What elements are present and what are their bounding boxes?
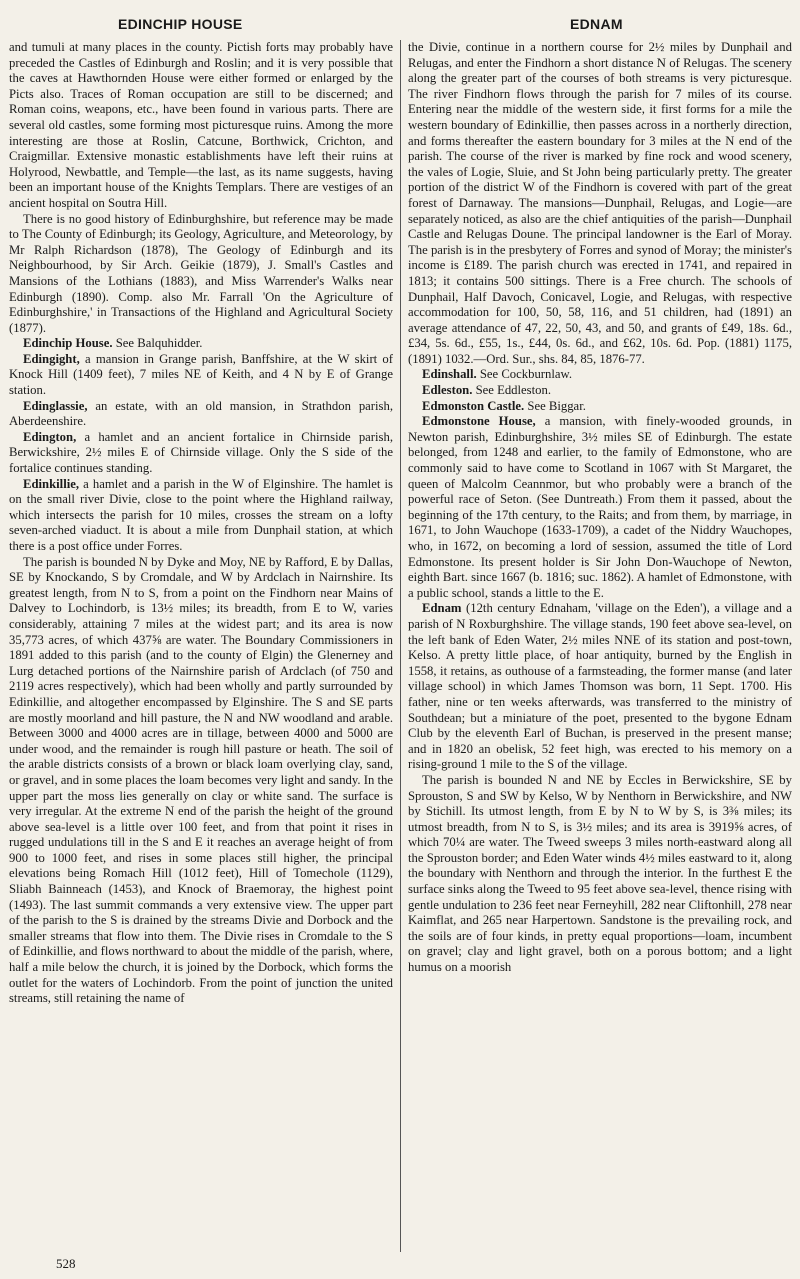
paragraph: The parish is bounded N by Dyke and Moy, NE by Rafford, E by Dallas, SE by Knockando, S by Cromdale, and W by Ardclach in Nairnshire. Its greatest length, from N to S, from a point on the Findhorn near Mains of Dalvey to Lochindorb, is 13½ miles; its breadth, from E to W, varies considerably, attaining 7 miles at the widest part; and its area is now 35,773 acres, of which 437⅝ are water. The Boundary Commissioners in 1891 added to this parish (and to the county of Elgin) the Glenerney and Lurg detached portions of the Nairnshire parish of Ardclach (of 750 and 2119 acres respectively), which had been wholly and partly surrounded by Edinkillie, and altogether encompassed by Elginshire. The S and SE parts are mostly moorland and hill pasture, the N and NW woodland and arable. Between 3000 and 4000 acres are in tillage, between 4000 and 5000 are under wood, and the remainder is rough hill pasture or heath. The soil of the arable districts consists of a brown or black loam overlying clay, sand, or gravel, and in some places the loam becomes very light and sandy. In the upper part the moss lies generally on clay or white sand. The surface is very irregular. At the extreme N end of the parish the height of the ground above sea-level is a little over 100 feet, and from that point it rises in rugged undulations till in the S and E it reaches an average height of from 900 to 1000 feet, and rises in some places still higher, the principal elevations being Romach Hill (1012 feet), Hill of Tomechole (1129), Sliabh Bainneach (1453), and Knock of Braemoray, the highest point (1493). The last summit commands a very extensive view. The upper part of the parish to the S is drained by the streams Divie and Dorbock and the smaller streams that flow into them. The Divie rises in Cromdale to the S of Edinkillie, and flows northward to about the middle of the parish, where, half a mile below the church, it is joined by the Dorbock, which forms the outlet for the waters of Lochindorb. From the point of junction the united streams, still retaining the name of	[9, 554, 393, 1006]
gazetteer-entry	[9, 430, 393, 477]
column-divider	[400, 40, 401, 1252]
entry-text: (12th century Ednaham, 'village on the Eden'), a village and a parish of N Roxburghshire. The village stands, 190 feet above sea-level, on the left bank of Eden Water, 2½ miles NNE of its station and post-town, Kelso. A pretty little place, of hoar antiquity, burned by the English in 1558, it retains, as outhouse of a farmsteading, the former manse (and later village school) in which James Thomson was born, 11 Sept. 1700. His father, nine or ten weeks afterwards, was transferred to the ministry of Southdean; but a miniature of the poet, presented to the bygone Ednam Club by the eleventh Earl of Buchan, is preserved in the present manse; and in 1820 an obelisk, 52 feet high, was erected to his memory on a rising-ground 1 mile to the S of the village.	[408, 601, 792, 772]
continued-paragraph: and tumuli at many places in the county. Pictish forts may probably have preceded the Castles of Edinburgh and Roslin; and it is very possible that the caves at Hawthornden House were either formed or enlarged by the Picts also. Traces of Roman occupation are still to be discerned; and Roman coins, weapons, etc., have been found in various parts. There are several old castles, some forming most picturesque ruins. Among the more interesting are those at Roslin, Catcune, Borthwick, Crichton, and Craigmillar. Extensive monastic establishments have left their ruins at Holyrood, Newbattle, and Temple—the last, as its name suggests, having been an important house of the Knights Templars. There are vestiges of an ancient hospital on Soutra Hill.	[9, 40, 393, 210]
running-header	[0, 16, 800, 36]
entry-headword: Edleston.	[422, 383, 473, 398]
gazetteer-entry	[9, 336, 393, 352]
entry-headword: Ednam	[422, 601, 462, 616]
page-number: 528	[56, 1256, 76, 1271]
entry-text: a mansion in Grange parish, Banffshire, at the W skirt of Knock Hill (1409 feet), 7 miles NE of Keith, and 4 N by E of Grange station.	[9, 351, 393, 398]
entry-headword: Edinchip House.	[23, 336, 113, 351]
gazetteer-entry	[9, 399, 393, 430]
entry-headword: Edmonstone House,	[422, 414, 536, 429]
gazetteer-entry	[408, 367, 792, 383]
header-left: EDINCHIP HOUSE	[118, 16, 243, 32]
entry-text: a mansion, with finely-wooded grounds, in Newton parish, Edinburghshire, 3½ miles SE of Edinburgh. The estate belonged, from 1248 and earlier, to the family of Edmonstone, who are commonly said to have come to Scotland in 1067 with St Margaret, the queen of Malcolm Ceannmor, but who probably were a branch of the powerful race of Seton. (See Duntreath.) From them it passed, about the beginning of the 17th century, to the Raits; and from them, by marriage, in 1671, to John Wauchope (1633-1709), a cadet of the Niddry Wauchopes, who, in 1672, on becoming a lord of session, assumed the title of Lord Edmonstone. Its present holder is Sir John Don-Wauchope of Newton, eighth Bart. since 1667 (b. 1816; suc. 1862). A hamlet of Edmonstone, with a public school, stands a little to the E.	[408, 414, 792, 600]
entry-text: See Balquhidder.	[112, 336, 203, 351]
header-right: EDNAM	[570, 16, 623, 32]
entry-headword: Edinshall.	[422, 367, 477, 382]
left-column	[9, 40, 393, 1255]
entry-headword: Edinglassie,	[23, 398, 88, 413]
paragraph: There is no good history of Edinburghshire, but reference may be made to The County of Edinburgh; its Geology, Agriculture, and Meteorology, by Mr Ralph Richardson (1878), The Geology of Edinburgh and its Neighbourhood, by Sir Arch. Geikie (1879), J. Small's Castles and Mansions of the Lothians (1883), and Miss Warrender's Walks near Edinburgh (1890). Comp. also Mr. Farrall 'On the Agriculture of Edinburghshire,' in Transactions of the Highland and Agricultural Society (1877).	[9, 211, 393, 335]
entry-text: See Cockburnlaw.	[476, 367, 573, 382]
entry-headword: Edmonston Castle.	[422, 398, 525, 413]
entry-text: an estate, with an old mansion, in Strathdon parish, Aberdeenshire.	[9, 398, 393, 429]
gazetteer-entry	[408, 383, 792, 399]
gazetteer-entry	[408, 399, 792, 415]
entry-text: See Biggar.	[524, 398, 586, 413]
entry-text: See Eddleston.	[472, 383, 552, 398]
paragraph: The parish is bounded N and NE by Eccles in Berwickshire, SE by Sprouston, S and SW by Kelso, W by Nenthorn in Berwickshire, and NW by Stichill. Its utmost length, from E by N to W by S, is 3⅜ miles; its utmost breadth, from N to S, is 3½ miles; and its area is 3919⅝ acres, of which 70¼ are water. The Tweed sweeps 3 miles north-eastward along all the Sprouston border; and Eden Water winds 4½ miles eastward to it, along the boundary with Nenthorn and through the interior. In the furthest E the surface sinks along the Tweed to 95 feet above sea-level, thence rising with gentle undulation to 236 feet near Ferneyhill, 282 near Cliftonhill, 278 near Kaimflat, and 265 near Harpertown. Sandstone is the prevailing rock, and the soils are of four kinds, in pretty equal proportions—loam, incumbent on gravel; clay and light gravel, both on a porous bottom; and a light humus on a moorish	[408, 772, 792, 975]
entry-headword: Edingight,	[23, 351, 80, 366]
entry-headword: Edinkillie,	[23, 476, 80, 491]
entry-headword: Edington,	[23, 429, 77, 444]
entry-text: a hamlet and a parish in the W of Elginshire. The hamlet is on the small river Divie, close to the point where the Highland railway, which intersects the parish for 10 miles, crosses the stream on a lofty seven-arched viaduct. It is about a mile from Dunphail station, at which there is a post office under Forres.	[9, 476, 393, 553]
gazetteer-entry	[408, 414, 792, 601]
gazetteer-entry	[9, 352, 393, 399]
entry-text: a hamlet and an ancient fortalice in Chirnside parish, Berwickshire, 2½ miles E of Chirnside village. Only the S side of the fortalice continues standing.	[9, 429, 393, 476]
right-column	[408, 40, 792, 1255]
continued-paragraph: the Divie, continue in a northern course for 2½ miles by Dunphail and Relugas, and enter the Findhorn a short distance N of Relugas. The scenery along the greater part of the courses of both streams is very picturesque. The river Findhorn flows through the parish for 7 miles of its course. Entering near the middle of the western side, it first forms for a mile the western boundary of Edinkillie, then passes across in a northerly direction, and forms thereafter the eastern boundary for 3 miles at the N end of the parish. The course of the river is marked by fine rock and wood scenery, the vales of Logie, Sluie, and St John being particularly pretty. The greater portion of the district W of the Findhorn is covered with part of the great forest of Darnaway. The mansions—Dunphail, Relugas, and Logie—are separately noticed, as also are the chief antiquities of the parish—Dunphail Castle and Relugas Doune. The principal landowner is the Earl of Moray. The parish is in the presbytery of Forres and synod of Moray; the minister's income is £189. The parish church was erected in 1741, and repaired in 1813; it contains 500 sittings. There is a Free church. The schools of Dunphail, Half Davoch, Conicavel, Logie, and Relugas, with respective accommodation for 100, 50, 58, 116, and 51 children, had (1891) an average attendance of 47, 22, 50, 43, and 50, and grants of £49, 18s. 6d., £34, 5s. 6d., £55, 1s., £44, 0s. 6d., and £62, 10s. 6d. Pop. (1881) 1175, (1891) 1032.—Ord. Sur., shs. 84, 85, 1876-77.	[408, 40, 792, 366]
gazetteer-entry	[408, 601, 792, 773]
gazetteer-entry	[9, 477, 393, 555]
